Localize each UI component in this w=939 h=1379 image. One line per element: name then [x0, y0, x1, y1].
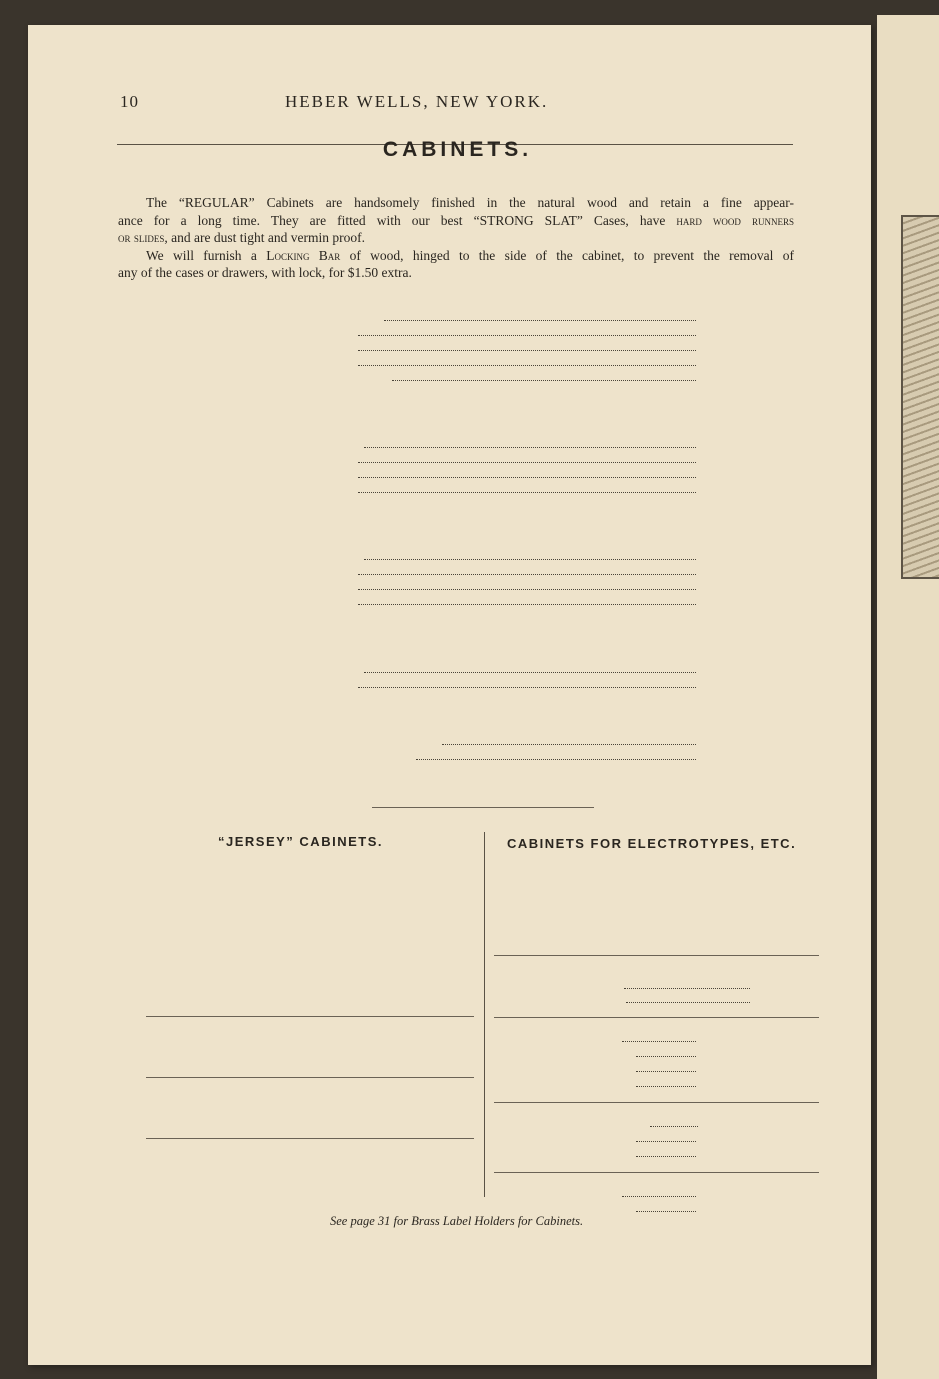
section-divider [372, 807, 594, 808]
table-rule [494, 1102, 819, 1103]
leader-dots [358, 588, 696, 590]
intro-paragraph [118, 194, 794, 282]
cabinet-illustration [901, 215, 939, 579]
intro-smallcaps: or slides [118, 230, 165, 245]
leader-dots [392, 379, 696, 381]
leader-dots [626, 1001, 750, 1003]
column-divider [484, 832, 485, 1197]
intro-text: any of the cases or drawers, with lock, for $1.50 extra. [118, 265, 412, 280]
table-rule [494, 1017, 819, 1018]
leader-dots [358, 334, 696, 336]
leader-dots [358, 491, 696, 493]
electro-title: CABINETS FOR ELECTROTYPES, ETC. [507, 836, 797, 851]
leader-dots [384, 319, 696, 321]
leader-dots [358, 364, 696, 366]
jersey-title: “JERSEY” CABINETS. [218, 834, 383, 849]
leader-dots [364, 671, 696, 673]
leader-dots [442, 743, 696, 745]
table-rule [146, 1138, 474, 1139]
leader-dots [624, 987, 750, 989]
leader-dots [636, 1210, 696, 1212]
intro-text: , and are dust tight and vermin proof. [164, 230, 365, 245]
leader-dots [364, 558, 696, 560]
intro-text: We will furnish a [146, 247, 267, 263]
leader-dots [358, 476, 696, 478]
page-number: 10 [120, 92, 139, 111]
leader-dots [636, 1070, 696, 1072]
leader-dots [650, 1125, 698, 1127]
bottom-note: See page 31 for Brass Label Holders for Cabinets. [330, 1214, 584, 1228]
facing-page [877, 15, 939, 1379]
leader-dots [358, 573, 696, 575]
leader-dots [636, 1140, 696, 1142]
running-title: HEBER WELLS, NEW YORK. [285, 92, 549, 111]
intro-text: ance for a long time. They are fitted with our best “STRONG SLAT” Cases, have [118, 212, 677, 228]
table-rule [146, 1077, 474, 1078]
leader-dots [358, 686, 696, 688]
leader-dots [364, 446, 696, 448]
leader-dots [358, 349, 696, 351]
leader-dots [358, 461, 696, 463]
page-title: CABINETS. [382, 138, 533, 161]
leader-dots [416, 758, 696, 760]
leader-dots [636, 1085, 696, 1087]
table-rule [494, 1172, 819, 1173]
leader-dots [636, 1155, 696, 1157]
leader-dots [358, 603, 696, 605]
leader-dots [622, 1040, 696, 1042]
intro-smallcaps: Locking Bar [266, 247, 341, 263]
intro-text: The “REGULAR” Cabinets are handsomely finished in the natural wood and retain a fine appear- [146, 195, 794, 210]
leader-dots [622, 1195, 696, 1197]
intro-smallcaps: hard wood runners [676, 212, 794, 228]
intro-text: of wood, hinged to the side of the cabinet, to prevent the removal of [340, 247, 794, 263]
leader-dots [636, 1055, 696, 1057]
table-rule [494, 955, 819, 956]
table-rule [146, 1016, 474, 1017]
